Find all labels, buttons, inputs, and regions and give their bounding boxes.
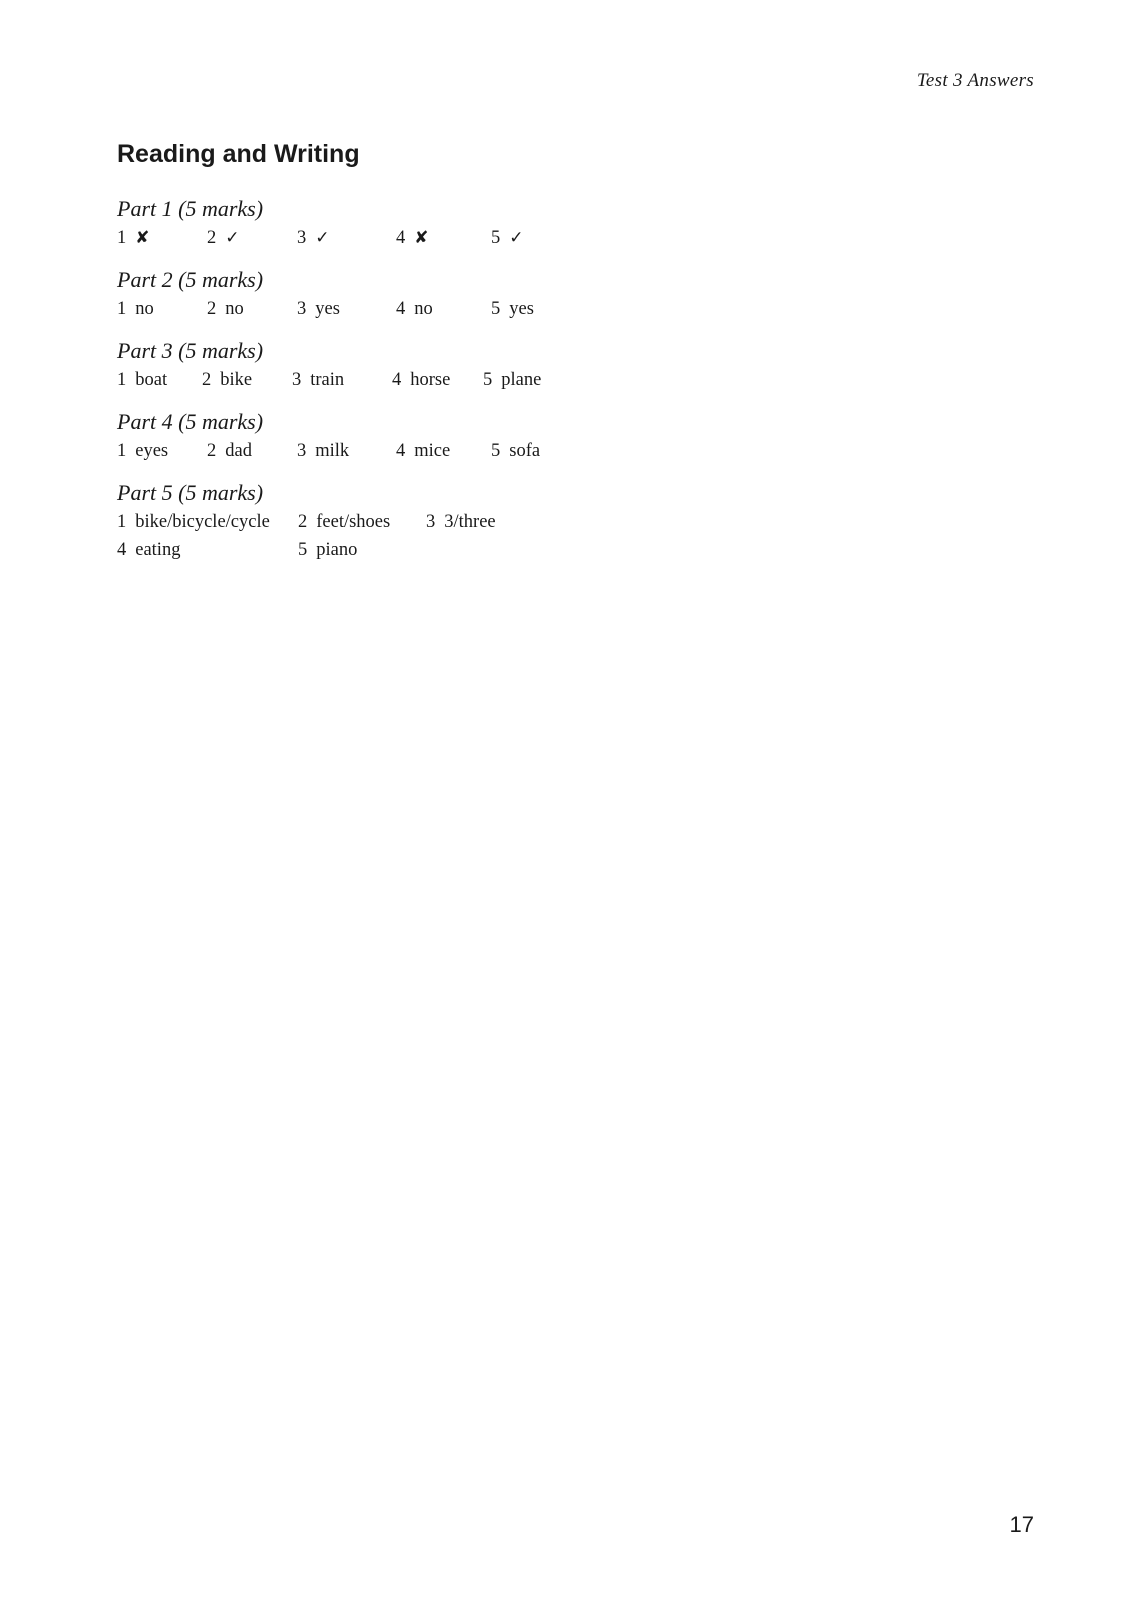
answer-text: bike (220, 370, 253, 390)
part-5 (117, 480, 496, 564)
answer-text: dad (225, 441, 252, 461)
answer-item (396, 437, 450, 465)
answer-item (117, 437, 168, 465)
cross-icon: ✘ (135, 228, 150, 248)
answer-number: 4 (392, 370, 402, 390)
part-1 (117, 196, 524, 252)
answer-number: 1 (117, 299, 127, 319)
answer-text: 3/three (444, 512, 496, 532)
answer-number: 2 (207, 299, 217, 319)
answer-text: bike/bicycle/cycle (135, 512, 270, 532)
answer-number: 1 (117, 228, 127, 248)
answer-number: 2 (207, 228, 217, 248)
answer-number: 5 (491, 299, 501, 319)
answer-text: piano (316, 540, 358, 560)
answer-number: 5 (491, 441, 501, 461)
cross-icon: ✘ (414, 228, 429, 248)
answer-text: horse (410, 370, 451, 390)
running-head: Test 3 Answers (916, 70, 1034, 91)
answer-row (117, 536, 358, 564)
part-heading: Part 1 (5 marks) (117, 196, 264, 221)
answer-text: eyes (135, 441, 169, 461)
answer-item (117, 295, 154, 323)
answer-item (202, 366, 252, 394)
answer-row (117, 437, 541, 465)
answer-text: train (310, 370, 345, 390)
answer-item (491, 295, 534, 323)
answer-item (207, 224, 240, 252)
answer-item (207, 437, 252, 465)
answer-number: 2 (298, 512, 308, 532)
answer-number: 4 (117, 540, 127, 560)
part-4 (117, 409, 541, 465)
answer-text: mice (414, 441, 451, 461)
answer-number: 5 (491, 228, 501, 248)
answer-text: no (135, 299, 154, 319)
answer-number: 1 (117, 370, 127, 390)
part-heading: Part 2 (5 marks) (117, 267, 264, 292)
section-title: Reading and Writing (117, 140, 360, 168)
answer-text: eating (135, 540, 181, 560)
answer-number: 4 (396, 299, 406, 319)
answer-item (483, 366, 541, 394)
answer-text: plane (501, 370, 542, 390)
answer-text: no (414, 299, 433, 319)
answer-text: sofa (509, 441, 541, 461)
answer-row (117, 295, 534, 323)
answer-item (117, 508, 270, 536)
check-icon: ✓ (315, 228, 330, 248)
answer-text: no (225, 299, 244, 319)
answer-number: 3 (297, 228, 307, 248)
answer-item (396, 224, 429, 252)
answer-number: 4 (396, 441, 406, 461)
answer-number: 2 (207, 441, 217, 461)
answer-number: 3 (297, 299, 307, 319)
page-number: 17 (1009, 1512, 1034, 1537)
answer-number: 3 (297, 441, 307, 461)
answer-item (117, 366, 167, 394)
answer-item (396, 295, 433, 323)
answer-item (298, 536, 357, 564)
answer-item (298, 508, 390, 536)
check-icon: ✓ (509, 228, 524, 248)
part-heading: Part 3 (5 marks) (117, 338, 264, 363)
answer-item (117, 224, 150, 252)
answer-number: 3 (292, 370, 302, 390)
answer-row (117, 508, 496, 536)
answer-item (392, 366, 450, 394)
part-heading: Part 4 (5 marks) (117, 409, 264, 434)
answer-item (292, 366, 344, 394)
answer-text: yes (315, 299, 340, 319)
answer-number: 5 (483, 370, 493, 390)
answer-item (297, 437, 349, 465)
part-2 (117, 267, 534, 323)
answer-number: 4 (396, 228, 406, 248)
answer-number: 3 (426, 512, 436, 532)
answer-item (207, 295, 244, 323)
answer-item (297, 295, 340, 323)
part-3 (117, 338, 542, 394)
answer-row (117, 366, 542, 394)
answer-number: 1 (117, 512, 127, 532)
part-heading: Part 5 (5 marks) (117, 480, 264, 505)
answer-text: boat (135, 370, 168, 390)
answer-text: yes (509, 299, 534, 319)
answer-number: 1 (117, 441, 127, 461)
answer-item (491, 437, 540, 465)
answer-number: 5 (298, 540, 308, 560)
answer-row (117, 224, 524, 252)
answer-item (297, 224, 330, 252)
answer-text: milk (315, 441, 350, 461)
check-icon: ✓ (225, 228, 240, 248)
answer-item (426, 508, 496, 536)
answer-text: feet/shoes (316, 512, 391, 532)
answer-item (117, 536, 180, 564)
answer-number: 2 (202, 370, 212, 390)
answer-item (491, 224, 524, 252)
